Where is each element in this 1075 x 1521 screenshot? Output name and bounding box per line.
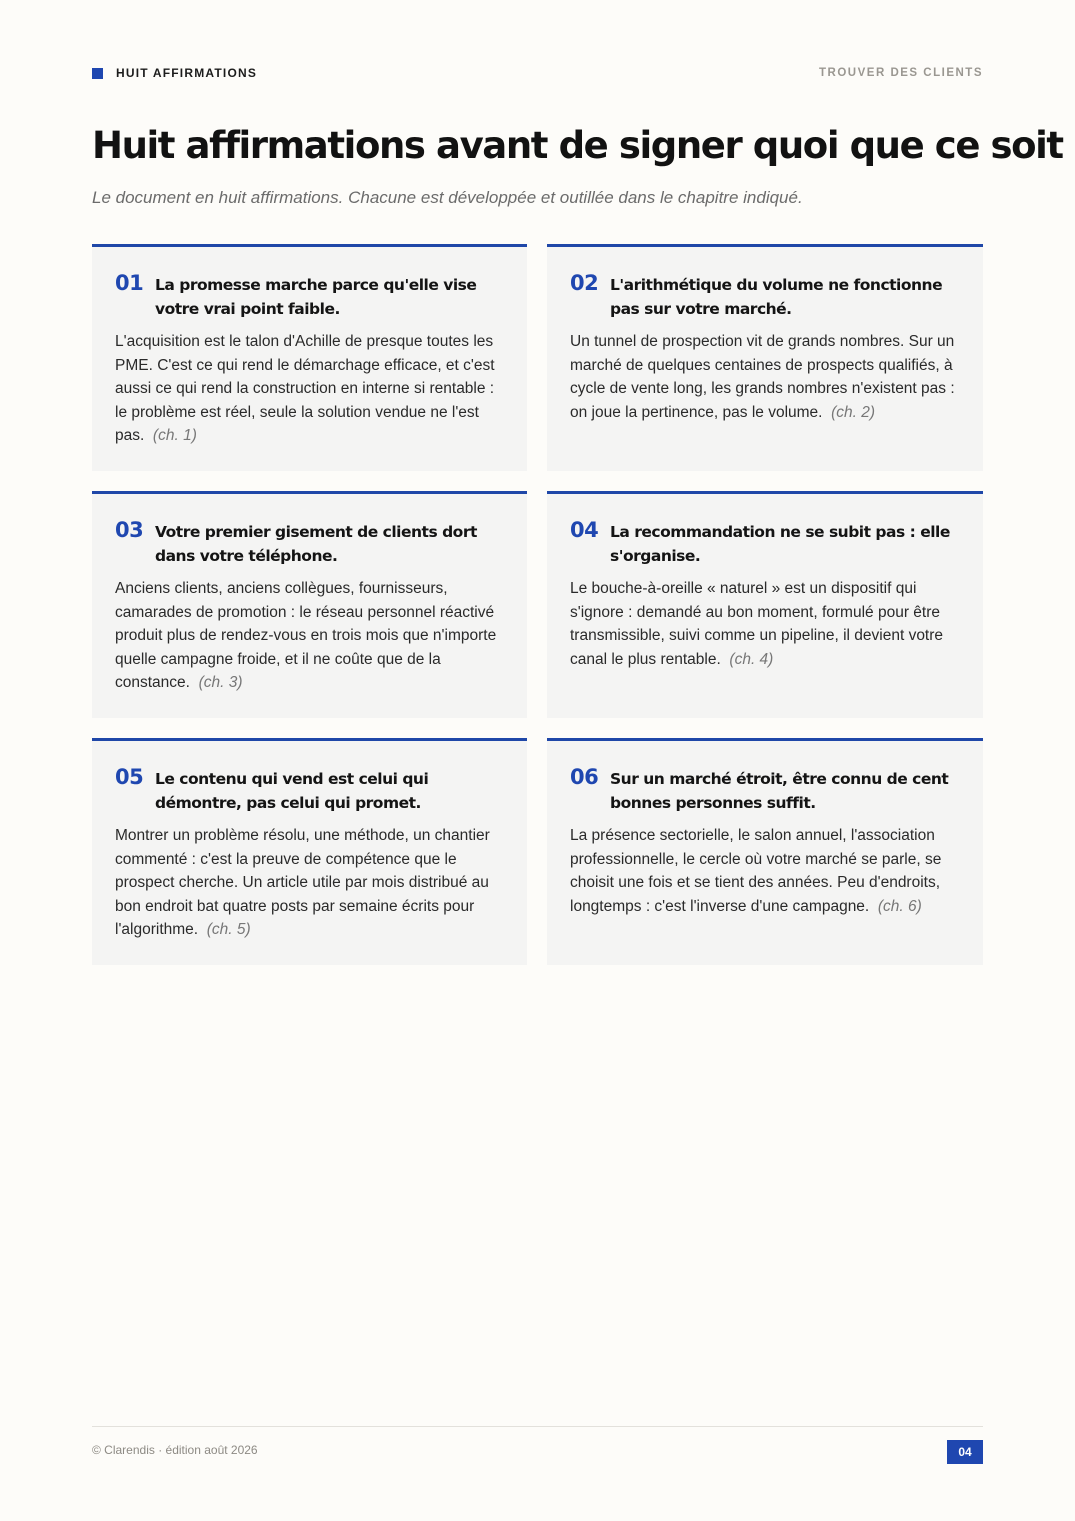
card-body <box>570 577 961 671</box>
section-label: HUIT AFFIRMATIONS <box>116 66 258 80</box>
card-header <box>115 273 505 321</box>
card-header <box>570 767 961 815</box>
card-title: Votre premier gisement de clients dort dans votre téléphone. <box>155 523 477 565</box>
footer-copyright: © Clarendis · édition août 2026 <box>92 1443 258 1457</box>
affirmation-card <box>547 244 983 471</box>
section-tag <box>92 66 257 80</box>
card-number: 01 <box>115 271 144 295</box>
card-number: 03 <box>115 518 144 542</box>
card-text: L'acquisition est le talon d'Achille de presque toutes les PME. C'est ce qui rend le démarchage efficace, et c'est aussi ce qui rend la construction en interne si rentable : le problème est réel, seule la solution vendue ne l'est pas. <box>115 333 495 444</box>
chapter-reference: (ch. 1) <box>148 427 197 444</box>
card-header <box>570 520 961 568</box>
chapter-reference: (ch. 5) <box>202 921 251 938</box>
card-title: L'arithmétique du volume ne fonctionne pas sur votre marché. <box>610 276 943 318</box>
chapter-reference: (ch. 4) <box>725 650 774 668</box>
section-square-icon <box>92 68 103 79</box>
card-title: La recommandation ne se subit pas : elle s'organise. <box>610 523 950 565</box>
page-title: Huit affirmations avant de signer quoi que ce soit <box>92 124 1063 167</box>
card-header <box>570 273 961 321</box>
page-number-badge: 04 <box>947 1440 983 1464</box>
card-header <box>115 520 505 568</box>
running-title: TROUVER DES CLIENTS <box>819 67 983 79</box>
affirmation-card <box>92 491 527 718</box>
running-header <box>92 66 983 82</box>
page-footer <box>92 1426 983 1459</box>
affirmations-grid <box>92 244 983 965</box>
chapter-reference: (ch. 3) <box>194 674 243 691</box>
card-body <box>115 824 505 942</box>
card-body <box>115 330 505 448</box>
card-text: Montrer un problème résolu, une méthode, un chantier commenté : c'est la preuve de compétence que le prospect cherche. Un article utile par mois distribué au bon endroit bat quatre posts par semaine écrits pour l'algorithme. <box>115 827 490 938</box>
card-body <box>570 824 961 918</box>
card-body <box>115 577 505 695</box>
card-body <box>570 330 961 424</box>
page-subtitle: Le document en huit affirmations. Chacune est développée et outillée dans le chapitre indiqué. <box>92 188 803 207</box>
card-number: 02 <box>570 271 599 295</box>
card-title: Sur un marché étroit, être connu de cent bonnes personnes suffit. <box>610 770 949 812</box>
card-title: La promesse marche parce qu'elle vise votre vrai point faible. <box>155 276 477 318</box>
card-title: Le contenu qui vend est celui qui démontre, pas celui qui promet. <box>155 770 429 812</box>
card-text: Le bouche-à-oreille « naturel » est un dispositif qui s'ignore : demandé au bon moment, formulé pour être transmissible, suivi comme un pipeline, il devient votre canal le plus rentable. <box>570 580 944 668</box>
card-number: 04 <box>570 518 599 542</box>
card-text: Anciens clients, anciens collègues, fournisseurs, camarades de promotion : le réseau personnel réactivé produit plus de rendez-vous en trois mois que n'importe quelle campagne froide, et il ne coûte que de la constance. <box>115 580 497 691</box>
card-header <box>115 767 505 815</box>
affirmation-card <box>92 244 527 471</box>
chapter-reference: (ch. 6) <box>873 897 922 915</box>
affirmation-card <box>92 738 527 965</box>
card-number: 06 <box>570 765 599 789</box>
card-text: Un tunnel de prospection vit de grands nombres. Sur un marché de quelques centaines de prospects qualifiés, à cycle de vente long, les grands nombres n'existent pas : on joue la pertinence, pas le volume. <box>570 333 955 421</box>
affirmation-card <box>547 491 983 718</box>
affirmation-card <box>547 738 983 965</box>
card-text: La présence sectorielle, le salon annuel, l'association professionnelle, le cercle où votre marché se parle, se choisit une fois et se tient des années. Peu d'endroits, longtemps : c'est l'inverse d'une campagne. <box>570 827 942 915</box>
chapter-reference: (ch. 2) <box>826 403 876 421</box>
card-number: 05 <box>115 765 144 789</box>
